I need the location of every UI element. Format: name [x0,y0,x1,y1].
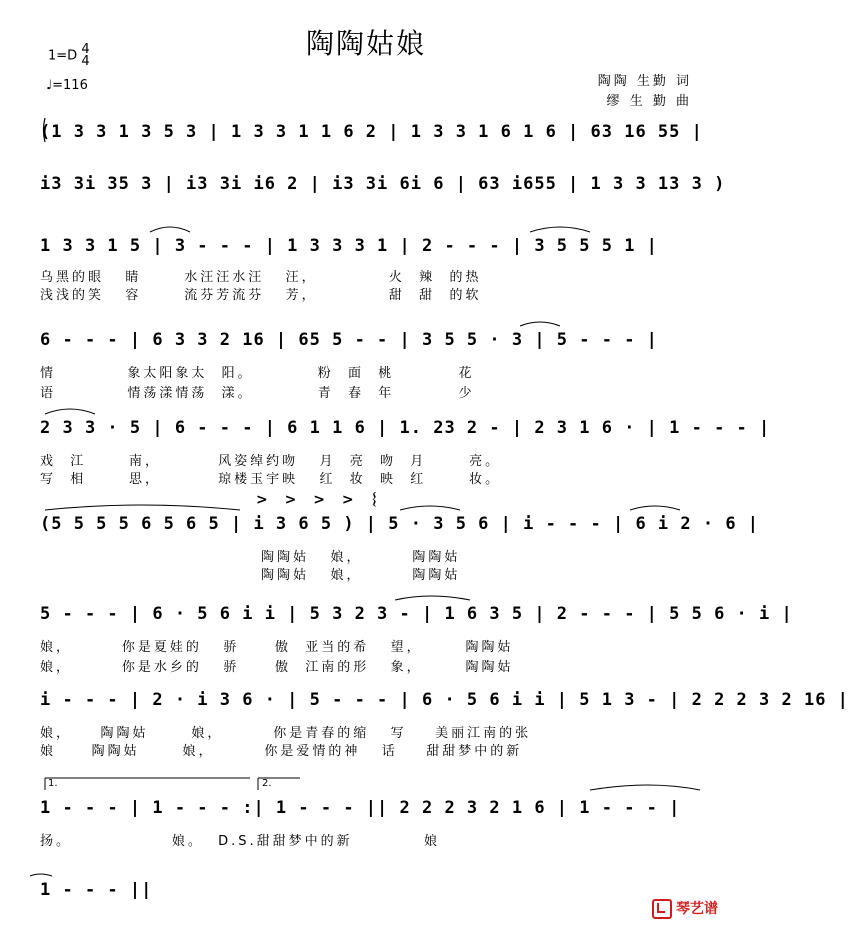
notation-line: 1 - - - | 1 - - - :| 1 - - - || 2 2 2 3 2 1 6 | 1 - - - | [40,798,681,818]
lyricist-credit: 陶陶 生勤 词 [597,74,692,89]
score-row-6 [40,514,760,584]
lyric-verse-2: 浅浅的笑 容 流芬芳流芬 芳， 甜 甜 的软 [40,288,482,303]
watermark-text: 琴艺谱 [676,901,718,917]
accent-marks: > > > > [256,492,360,508]
notation-line: i - - - | 2 · i 3 6 · | 5 - - - | 6 · 5 6 i i | 5 1 3 - | 2 2 2 3 2 16 | [40,690,849,710]
lyric-verse-1: 娘， 陶陶姑 娘， 你是青春的缩 写 美丽江南的张 [40,726,532,741]
segno-icon: 𝄔 [372,490,377,511]
score-row-9 [40,798,700,858]
notation-line: 6 - - - | 6 3 3 2 16 | 65 5 - - | 3 5 5 · 3 | 5 - - - | [40,330,658,350]
notation-line: 1 - - - || [40,880,153,900]
key-signature [48,44,90,68]
watermark-logo [652,898,718,919]
time-signature [81,44,89,68]
lyric-verse-2: 语 情荡漾情荡 漾。 青 春 年 少 [40,386,475,401]
composer-credit: 缪 生 勤 曲 [606,94,692,109]
logo-icon [652,899,672,919]
lyric-verse-1: 娘， 你是夏娃的 骄 傲 亚当的希 望， 陶陶姑 [40,640,514,655]
lyric-verse-1: 乌黑的眼 睛 水汪汪水汪 汪， 火 辣 的热 [40,270,482,285]
score-row-5 [40,418,771,488]
volta-1-label: 1. [48,778,58,789]
score-row-3 [40,236,700,306]
notation-line: i3 3i 35 3 | i3 3i i6 2 | i3 3i 6i 6 | 63 i655 | 1 3 3 13 3 ) [40,174,726,194]
notation-line: (5 5 5 5 6 5 6 5 | i 3 6 5 ) | 5 · 3 5 6 | i - - - | 6 i 2 · 6 | [40,514,760,534]
lyric-verse-2: 写 相 思， 琼楼玉宇映 红 妆 映 红 妆。 [40,472,502,487]
lyric-verse-2: 娘 陶陶姑 娘， 你是爱情的神 话 甜甜梦中的新 [40,744,523,759]
lyric-verse-1: 情 象太阳象太 阳。 粉 面 桃 花 [40,366,475,381]
lyric-verse-2: 娘， 你是水乡的 骄 傲 江南的形 象， 陶陶姑 [40,660,514,675]
notation-line: 2 3 3 · 5 | 6 - - - | 6 1 1 6 | 1. 23 2 - | 2 3 1 6 · | 1 - - - | [40,418,771,438]
lyric-verse-1: 戏 江 南， 风姿绰约吻 月 亮 吻 月 亮。 [40,454,502,469]
song-title: 陶陶姑娘 [305,27,426,60]
score-row-8 [40,690,849,760]
notation-line: 1 3 3 1 5 | 3 - - - | 1 3 3 3 1 | 2 - - - | 3 5 5 5 1 | [40,236,658,256]
quarter-note-icon: ♩ [46,78,53,93]
score-row-10 [40,880,700,916]
volta-2-label: 2. [262,778,272,789]
time-denominator: 4 [81,54,90,69]
tempo-value: =116 [52,78,88,93]
notation-line: 5 - - - | 6 · 5 6 i i | 5 3 2 3 - | 1 6 3 5 | 2 - - - | 5 5 6 · i | [40,604,793,624]
score-row-1 [40,122,703,156]
tempo-marking [46,78,88,93]
time-numerator: 4 [81,42,90,57]
notation-line: (1 3 3 1 3 5 3 | 1 3 3 1 1 6 2 | 1 3 3 1 6 1 6 | 63 16 55 | [40,122,703,142]
score-row-7 [40,604,793,675]
score-row-4 [40,330,700,400]
lyric-verse-2: 陶陶姑 娘， 陶陶姑 [40,568,461,583]
lyric-verse-1: 陶陶姑 娘， 陶陶姑 [40,550,461,565]
key-label: 1=D [48,48,78,64]
lyric-verse-1: 扬。 娘。 D.S.甜甜梦中的新 娘 [40,834,440,849]
score-row-2 [40,174,726,208]
